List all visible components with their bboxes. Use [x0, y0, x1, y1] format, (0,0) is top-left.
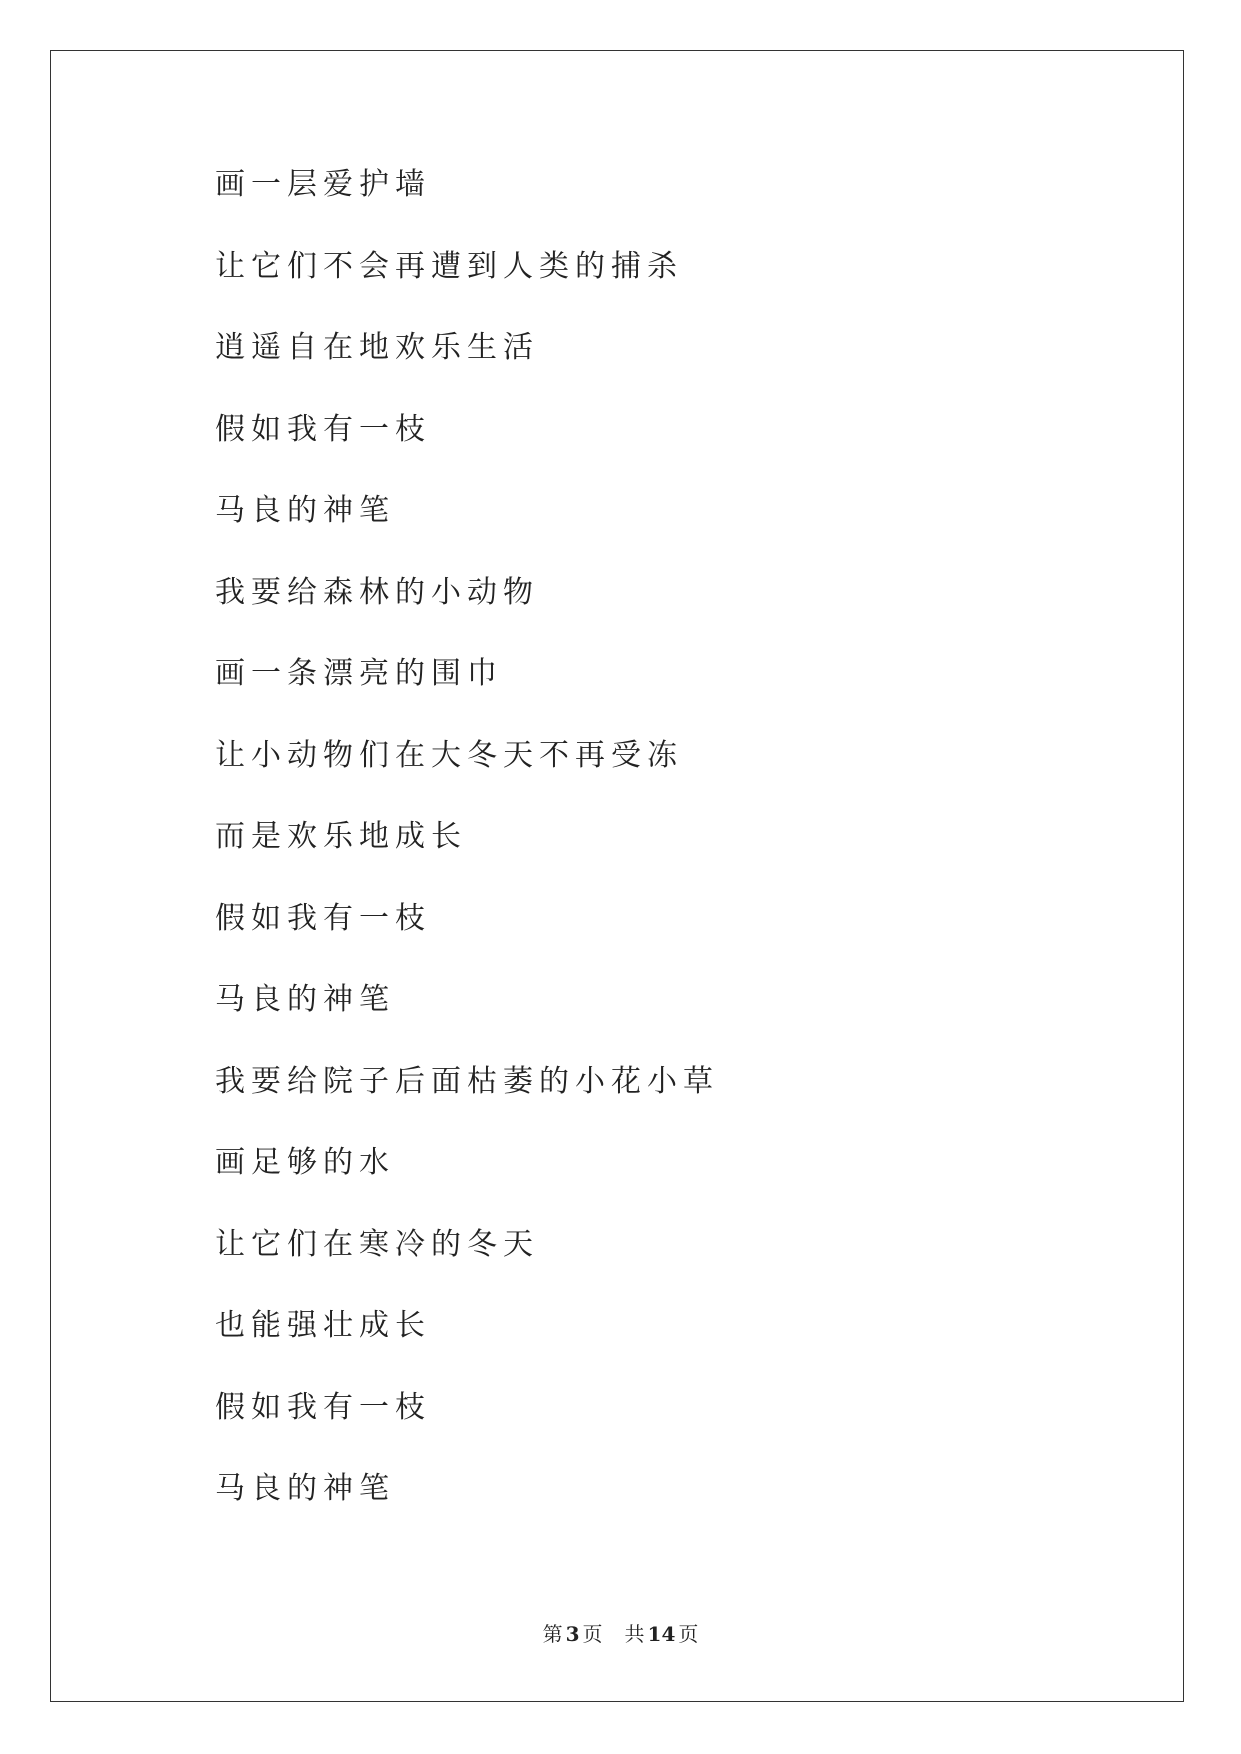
- poem-body: [215, 165, 1115, 1551]
- text-line: 马良的神笔: [215, 982, 395, 1017]
- page-prefix: 第: [542, 1622, 563, 1646]
- text-line: 画一条漂亮的围巾: [215, 656, 503, 691]
- text-line: 假如我有一枝: [215, 411, 431, 447]
- text-line: 假如我有一枝: [215, 900, 431, 936]
- text-line: 让它们不会再遭到人类的捕杀: [215, 248, 683, 284]
- text-line: 让它们在寒冷的冬天: [215, 1226, 539, 1262]
- page-footer: [0, 1618, 1241, 1647]
- text-line: 画足够的水: [215, 1145, 395, 1180]
- total-pages: 14: [647, 1622, 676, 1646]
- text-line: 马良的神笔: [215, 493, 395, 528]
- text-line: 让小动物们在大冬天不再受冻: [215, 737, 683, 773]
- text-line: 假如我有一枝: [215, 1389, 431, 1425]
- text-line: 我要给森林的小动物: [215, 574, 539, 610]
- total-suffix: 页: [678, 1622, 699, 1646]
- page-suffix: 页: [582, 1622, 603, 1646]
- page-number: 3: [565, 1622, 580, 1646]
- text-line: 马良的神笔: [215, 1471, 395, 1506]
- total-prefix: 共: [624, 1622, 645, 1646]
- text-line: 我要给院子后面枯萎的小花小草: [215, 1063, 719, 1099]
- text-line: 逍遥自在地欢乐生活: [215, 330, 539, 365]
- text-line: 也能强壮成长: [215, 1308, 431, 1343]
- text-line: 画一层爱护墙: [215, 167, 431, 202]
- text-line: 而是欢乐地成长: [215, 819, 467, 854]
